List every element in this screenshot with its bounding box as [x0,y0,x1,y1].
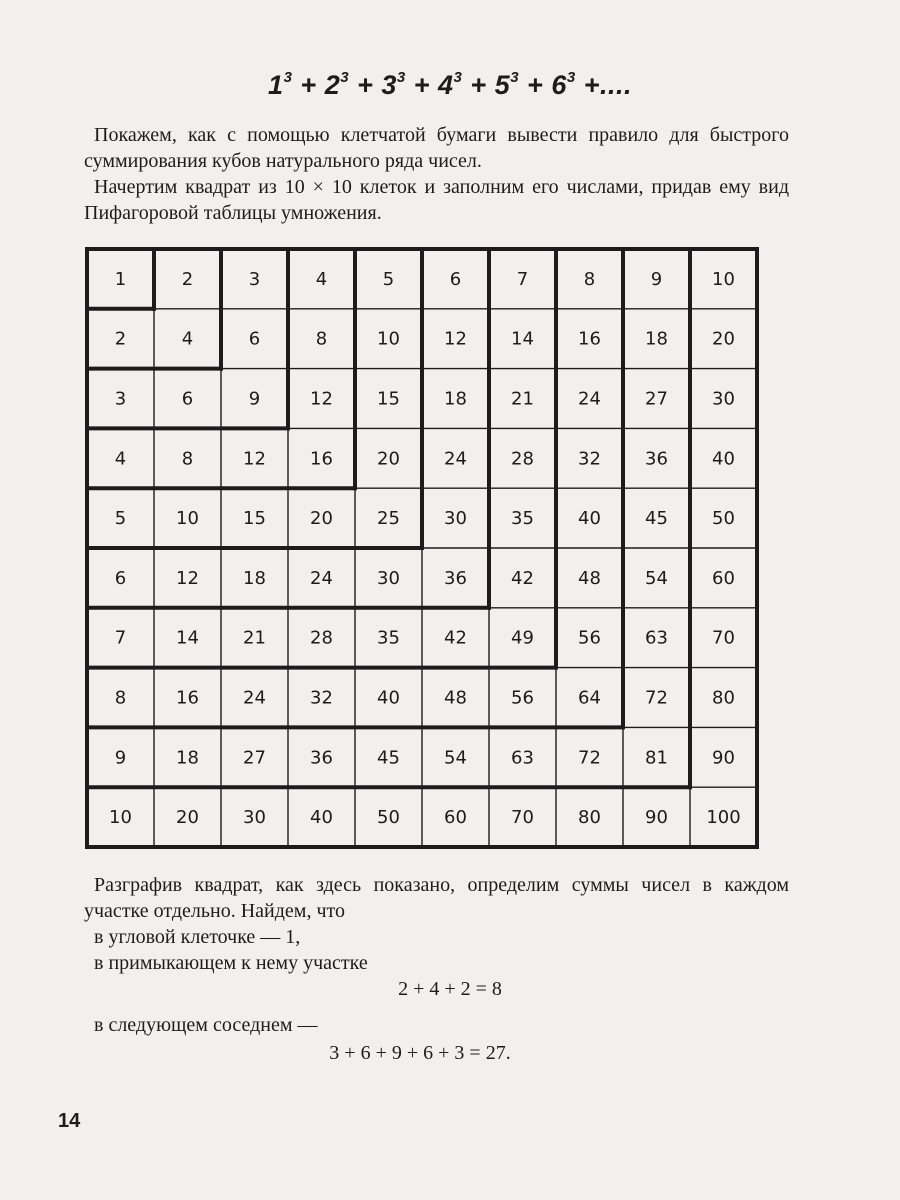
table-cell-value: 1 [114,268,127,290]
table-cell-value: 42 [444,627,467,649]
pythagorean-table [84,246,760,850]
table-cell-value: 6 [449,268,462,290]
table-cell-value: 24 [444,448,467,470]
table-cell-value: 4 [114,448,127,470]
page-number: 14 [58,1110,81,1132]
table-cell-value: 28 [511,448,534,470]
formula-sum-8: 2 + 4 + 2 = 8 [398,978,502,1000]
table-cell-value: 36 [645,448,668,470]
table-cell-value: 70 [511,807,534,829]
table-cell-value: 24 [578,388,601,410]
table-cell-value: 100 [706,807,741,829]
table-cell-value: 7 [114,627,127,649]
explanation-line-next: в следующем соседнем — [94,1014,318,1036]
table-cell-value: 32 [578,448,601,470]
table-cell-value: 48 [578,567,601,589]
table-cell-value: 40 [310,807,333,829]
table-cell-value: 9 [650,268,663,290]
table-cell-value: 8 [181,448,194,470]
title-term-6: $6^3$ +.... [551,69,632,100]
table-cell-value: 18 [176,747,199,769]
table-cell-value: 2 [114,328,127,350]
table-cell-value: 12 [310,388,333,410]
table-cell-value: 54 [645,567,668,589]
table-cell-value: 2 [181,268,194,290]
table-cell-value: 63 [511,747,534,769]
table-cell-value: 35 [377,627,400,649]
table-cell-value: 21 [243,627,266,649]
table-cell-value: 27 [645,388,668,410]
table-cell-value: 12 [176,567,199,589]
table-cell-value: 25 [377,508,400,530]
table-cell-value: 30 [243,807,266,829]
title-term-5: $5^3$ + [494,69,552,100]
table-cell-value: 6 [181,388,194,410]
table-cell-value: 18 [444,388,467,410]
table-cell-value: 8 [583,268,596,290]
table-cell-value: 40 [712,448,735,470]
table-cell-value: 45 [645,508,668,530]
table-cell-value: 15 [377,388,400,410]
table-cell-value: 5 [114,508,127,530]
table-cell-value: 35 [511,508,534,530]
table-cell-value: 36 [444,567,467,589]
table-cell-value: 20 [712,328,735,350]
table-cell-value: 42 [511,567,534,589]
table-cell-value: 20 [310,508,333,530]
table-cell-value: 7 [516,268,529,290]
table-cell-value: 21 [511,388,534,410]
title-term-4: $4^3$ + [438,69,495,100]
table-cell-value: 90 [712,747,735,769]
table-cell-value: 15 [243,508,266,530]
table-cell-value: 6 [114,567,127,589]
table-cell-value: 4 [315,268,328,290]
table-cell-value: 56 [511,687,534,709]
table-cell-value: 8 [315,328,328,350]
table-cell-value: 64 [578,687,601,709]
table-cell-value: 4 [181,328,194,350]
table-cell-value: 40 [578,508,601,530]
table-cell-value: 49 [511,627,534,649]
table-cell-value: 40 [377,687,400,709]
table-cell-value: 32 [310,687,333,709]
title-term-3: $3^3$ + [381,69,438,100]
explanation-paragraph: Разграфив квадрат, как здесь показано, определим суммы чисел в каждом участке отдельно. Найдем, что [84,874,789,922]
table-cell-value: 81 [645,747,668,769]
table-cell-value: 24 [243,687,266,709]
explanation-line-corner: в угловой клеточке — 1, [94,926,301,948]
table-cell-value: 9 [248,388,261,410]
table-cell-value: 72 [645,687,668,709]
table-cell-value: 70 [712,627,735,649]
table-cell-value: 12 [444,328,467,350]
table-cell-value: 63 [645,627,668,649]
title-term-1: $1^3$ + [268,69,325,100]
table-cell-value: 18 [243,567,266,589]
table-cell-value: 5 [382,268,395,290]
table-cell-value: 24 [310,567,333,589]
table-cell-value: 6 [248,328,261,350]
table-cell-value: 30 [444,508,467,530]
table-cell-value: 20 [176,807,199,829]
table-cell-value: 3 [248,268,261,290]
table-cell-value: 60 [712,567,735,589]
table-cell-value: 14 [176,627,199,649]
table-cell-value: 30 [377,567,400,589]
table-cell-value: 10 [712,268,735,290]
table-cell-value: 20 [377,448,400,470]
table-cell-value: 18 [645,328,668,350]
table-cell-value: 48 [444,687,467,709]
page-title [0,70,900,101]
explanation-line-adjacent: в примыкающем к нему участке [94,952,368,974]
table-cell-value: 8 [114,687,127,709]
table-cell-value: 16 [578,328,601,350]
table-cell-value: 80 [578,807,601,829]
table-cell-value: 10 [377,328,400,350]
table-cell-value: 45 [377,747,400,769]
table-cell-value: 90 [645,807,668,829]
table-cell-value: 50 [712,508,735,530]
table-cell-value: 72 [578,747,601,769]
table-cell-value: 27 [243,747,266,769]
title-term-2: $2^3$ + [324,69,382,100]
table-cell-value: 16 [310,448,333,470]
table-cell-value: 3 [114,388,127,410]
table-cell-value: 36 [310,747,333,769]
table-cell-value: 50 [377,807,400,829]
intro-paragraph-1: Покажем, как с помощью клетчатой бумаги вывести правило для быстрого суммирования кубов натурального ряда чисел. [84,124,789,172]
table-cell-value: 28 [310,627,333,649]
table-cell-value: 80 [712,687,735,709]
table-cell-value: 10 [109,807,132,829]
table-cell-value: 12 [243,448,266,470]
formula-sum-27: 3 + 6 + 9 + 6 + 3 = 27. [329,1042,511,1064]
table-cell-value: 14 [511,328,534,350]
table-cell-value: 56 [578,627,601,649]
table-cell-value: 60 [444,807,467,829]
table-cell-value: 16 [176,687,199,709]
table-cell-value: 30 [712,388,735,410]
intro-paragraph-2: Начертим квадрат из 10 × 10 клеток и заполним его числами, придав ему вид Пифагоровой таблицы умножения. [84,176,789,224]
pythagorean-table-svg [84,246,760,850]
table-cell-value: 9 [114,747,127,769]
table-cell-value: 10 [176,508,199,530]
table-cell-value: 54 [444,747,467,769]
